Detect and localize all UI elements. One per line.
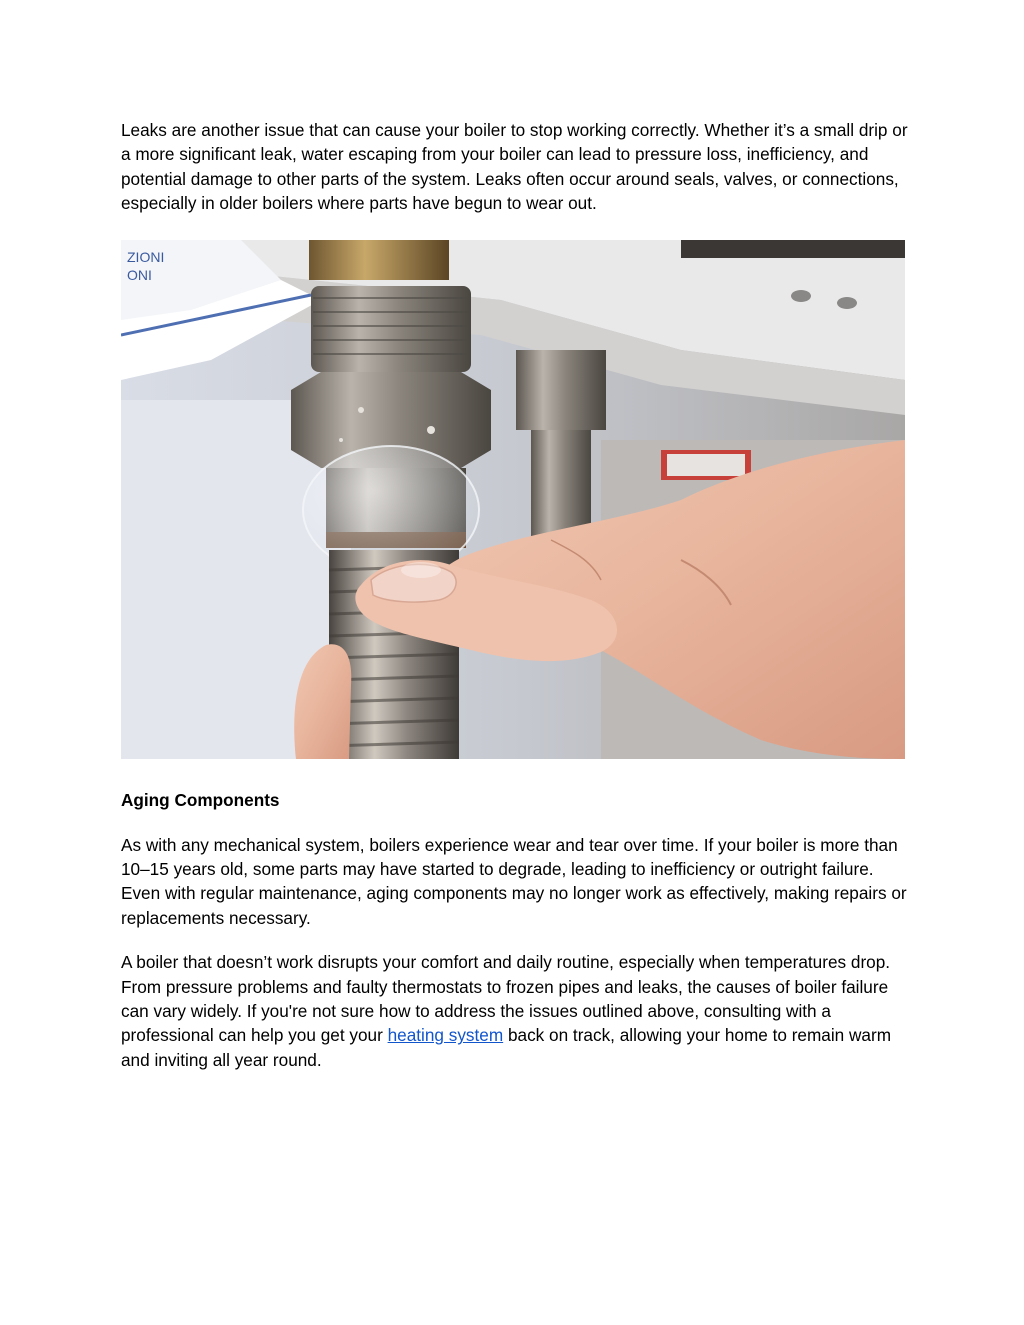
intro-paragraph: Leaks are another issue that can cause your boiler to stop working correctly. Whether it’s a small drip or a more significant leak, water escaping from your boiler can lead to pressure loss, inefficiency, and potential damage to other parts of the system. Leaks often occur around seals, valves, or connections, especially in older boilers where parts have begun to wear out. — [121, 120, 908, 214]
heating-system-link[interactable]: heating system — [387, 1025, 504, 1046]
conclusion-text-before-link: A boiler that doesn’t work disrupts your comfort and daily routine, especially when temperatures drop. From pressure problems and faulty thermostats to frozen pipes and leaks, the causes of boiler failure can vary widely. If you're not sure how to address the issues outlined above, consulting with a professional can help you get your — [121, 952, 891, 1046]
conclusion-text-after-link: back on track, allowing your home to remain warm and inviting all year round. — [121, 1025, 892, 1070]
aging-paragraph: As with any mechanical system, boilers experience wear and tear over time. If your boiler is more than 10–15 years old, some parts may have started to degrade, leading to inefficiency or outright failure. Even with regular maintenance, aging components may no longer work as effectively, making repairs or replacements necessary. — [121, 834, 907, 928]
section-heading: Aging Components — [121, 789, 280, 810]
svg-text:ZIONI: ZIONI — [127, 248, 165, 265]
leak-photo — [121, 240, 905, 759]
conclusion-paragraph — [121, 950, 911, 1072]
svg-text:ONI: ONI — [127, 266, 152, 283]
document-page — [121, 118, 911, 1072]
